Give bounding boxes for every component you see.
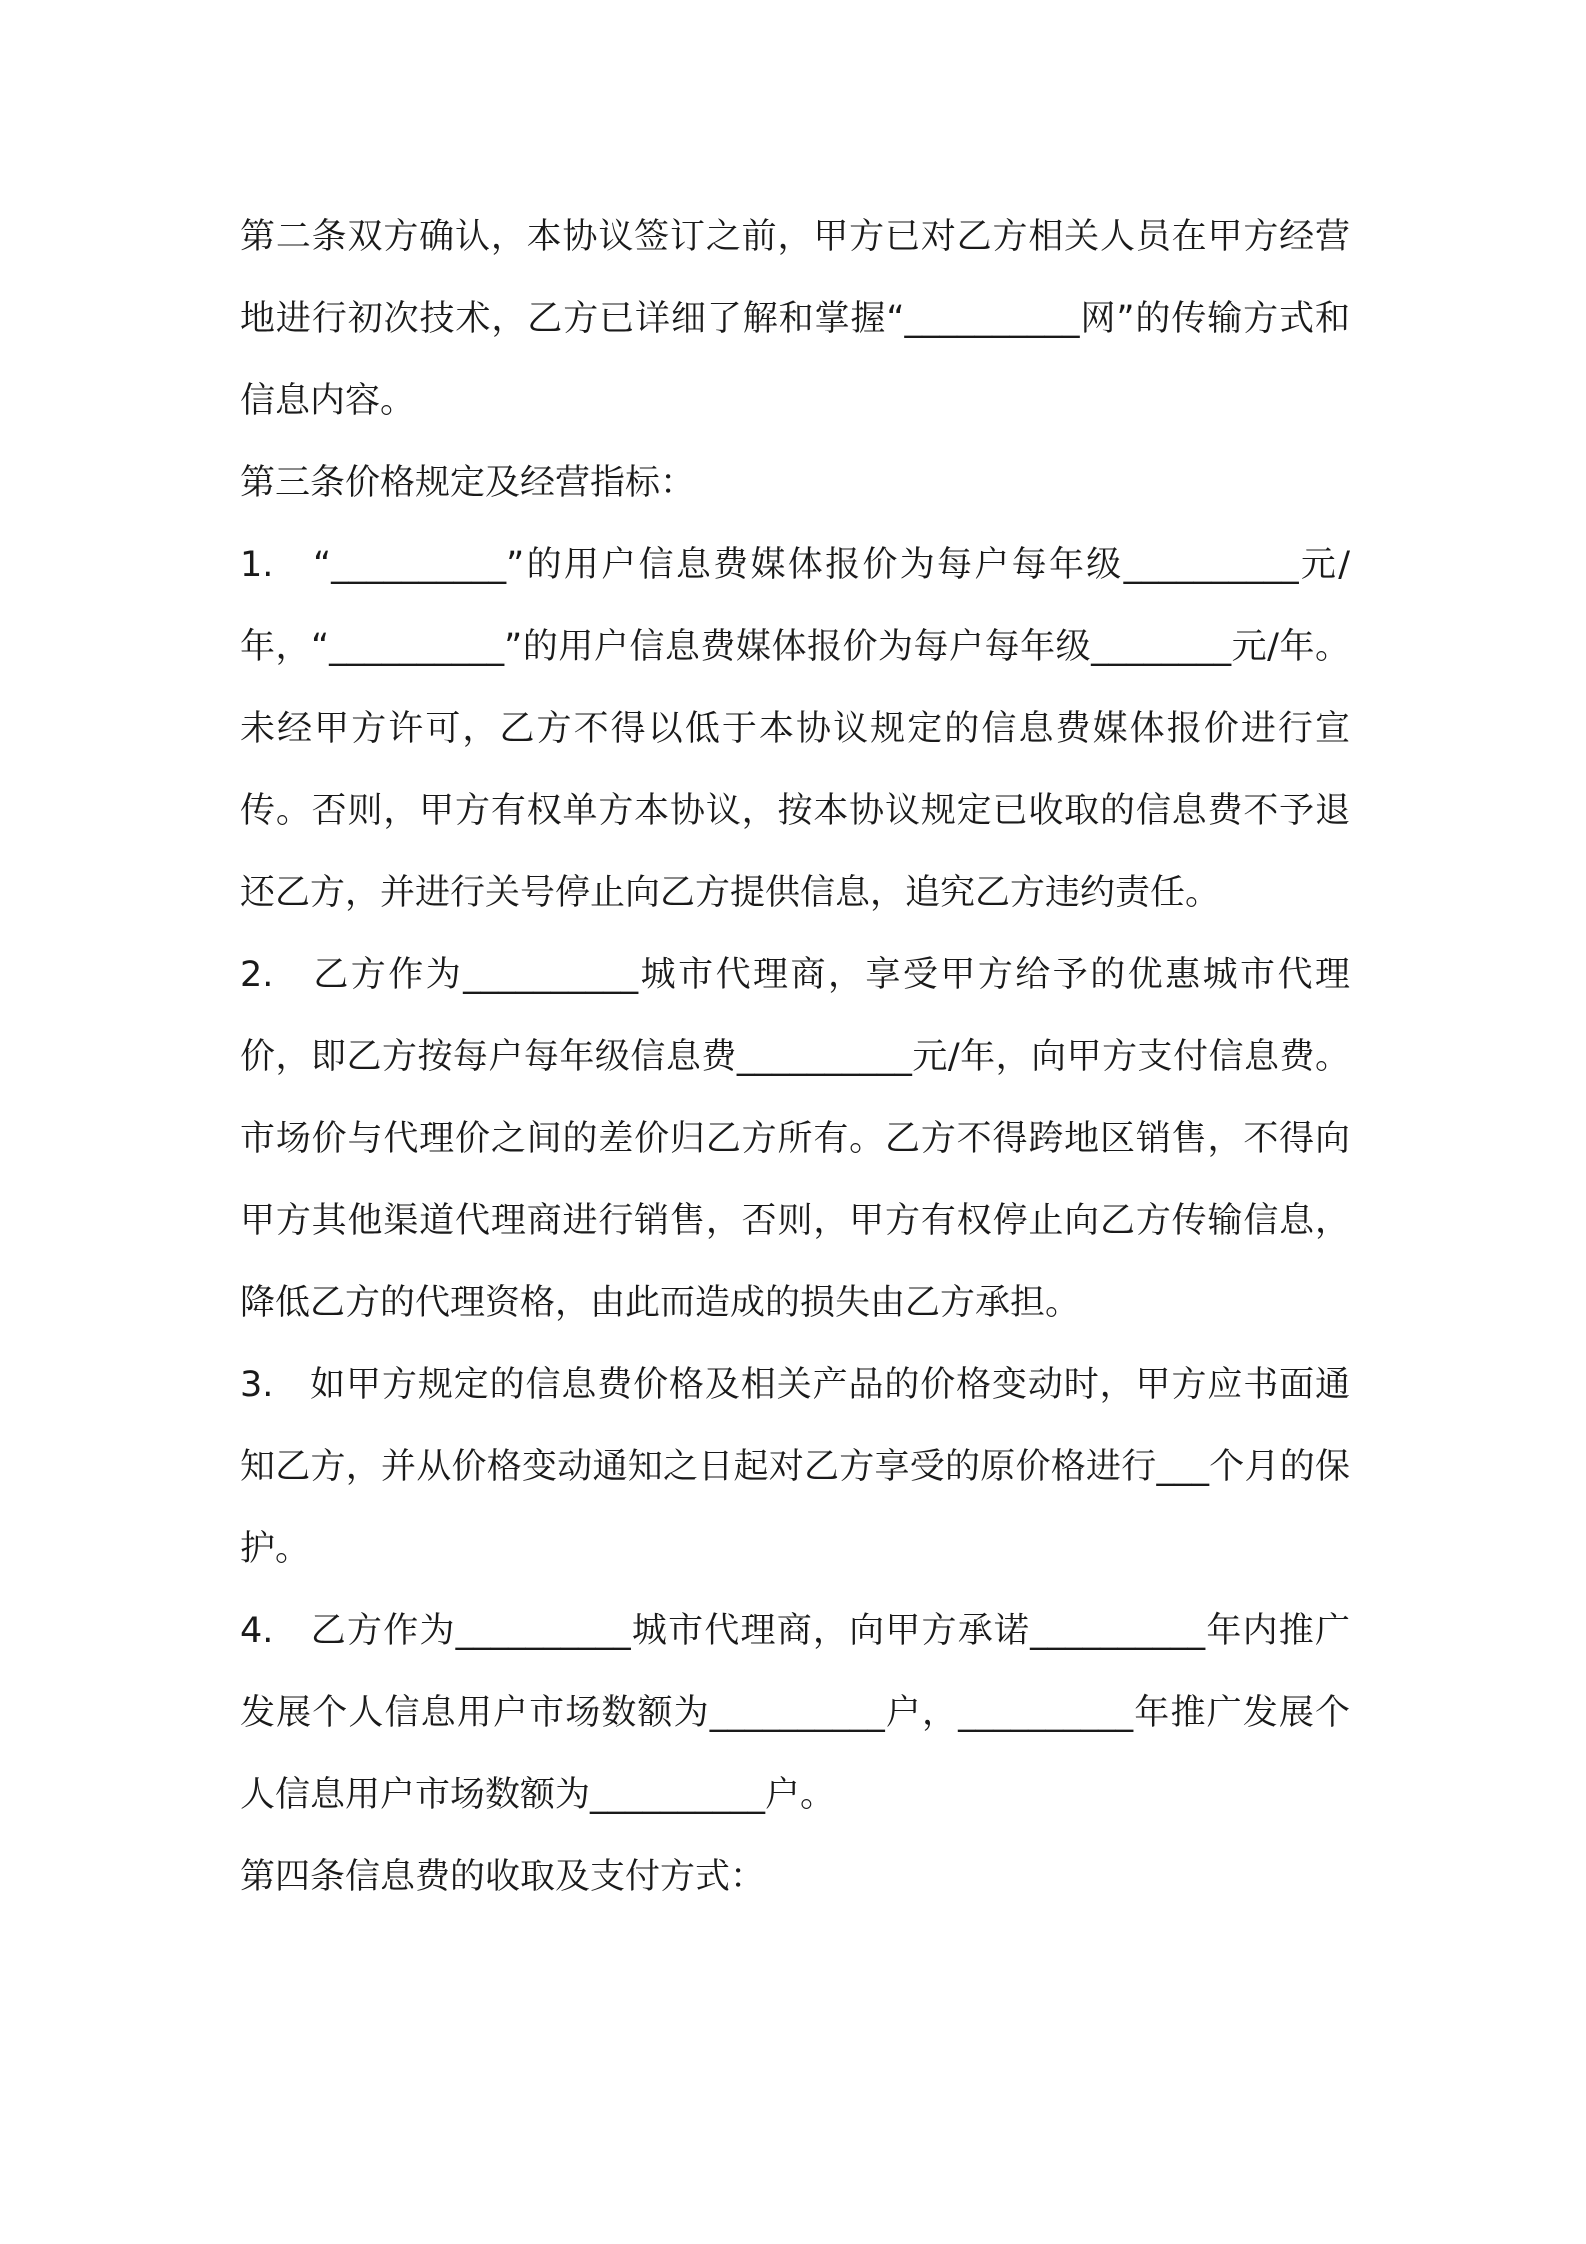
clause-3-heading: 第三条价格规定及经营指标： [240,463,696,503]
clause-2-paragraph: 第二条双方确认，本协议签订之前，甲方已对乙方相关人员在甲方经营地进行初次技术，乙方已详细了解和掌握“__________网”的传输方式和信息内容。 [240,217,1350,421]
clause-3-item-1: 1. “__________”的用户信息费媒体报价为每户每年级__________元/年，“__________”的用户信息费媒体报价为每户每年级________元/年。未经甲方许可，乙方不得以低于本协议规定的信息费媒体报价进行宣传。否则，甲方有权单方本协议，按本协议规定已收取的信息费不予退还乙方，并进行关号停止向乙方提供信息，追究乙方违约责任。 [240,545,1350,913]
document-body [240,196,1350,1918]
clause-4-heading: 第四条信息费的收取及支付方式： [240,1857,766,1897]
clause-3-item-2: 2. 乙方作为__________城市代理商，享受甲方给予的优惠城市代理价，即乙方按每户每年级信息费__________元/年，向甲方支付信息费。市场价与代理价之间的差价归乙方所有。乙方不得跨地区销售，不得向甲方其他渠道代理商进行销售，否则，甲方有权停止向乙方传输信息，降低乙方的代理资格，由此而造成的损失由乙方承担。 [240,955,1350,1323]
clause-3-item-3: 3. 如甲方规定的信息费价格及相关产品的价格变动时，甲方应书面通知乙方，并从价格变动通知之日起对乙方享受的原价格进行___个月的保护。 [240,1365,1350,1569]
clause-3-item-4: 4. 乙方作为__________城市代理商，向甲方承诺__________年内推广发展个人信息用户市场数额为__________户，__________年推广发展个人信息用户市场数额为__________户。 [240,1611,1350,1815]
